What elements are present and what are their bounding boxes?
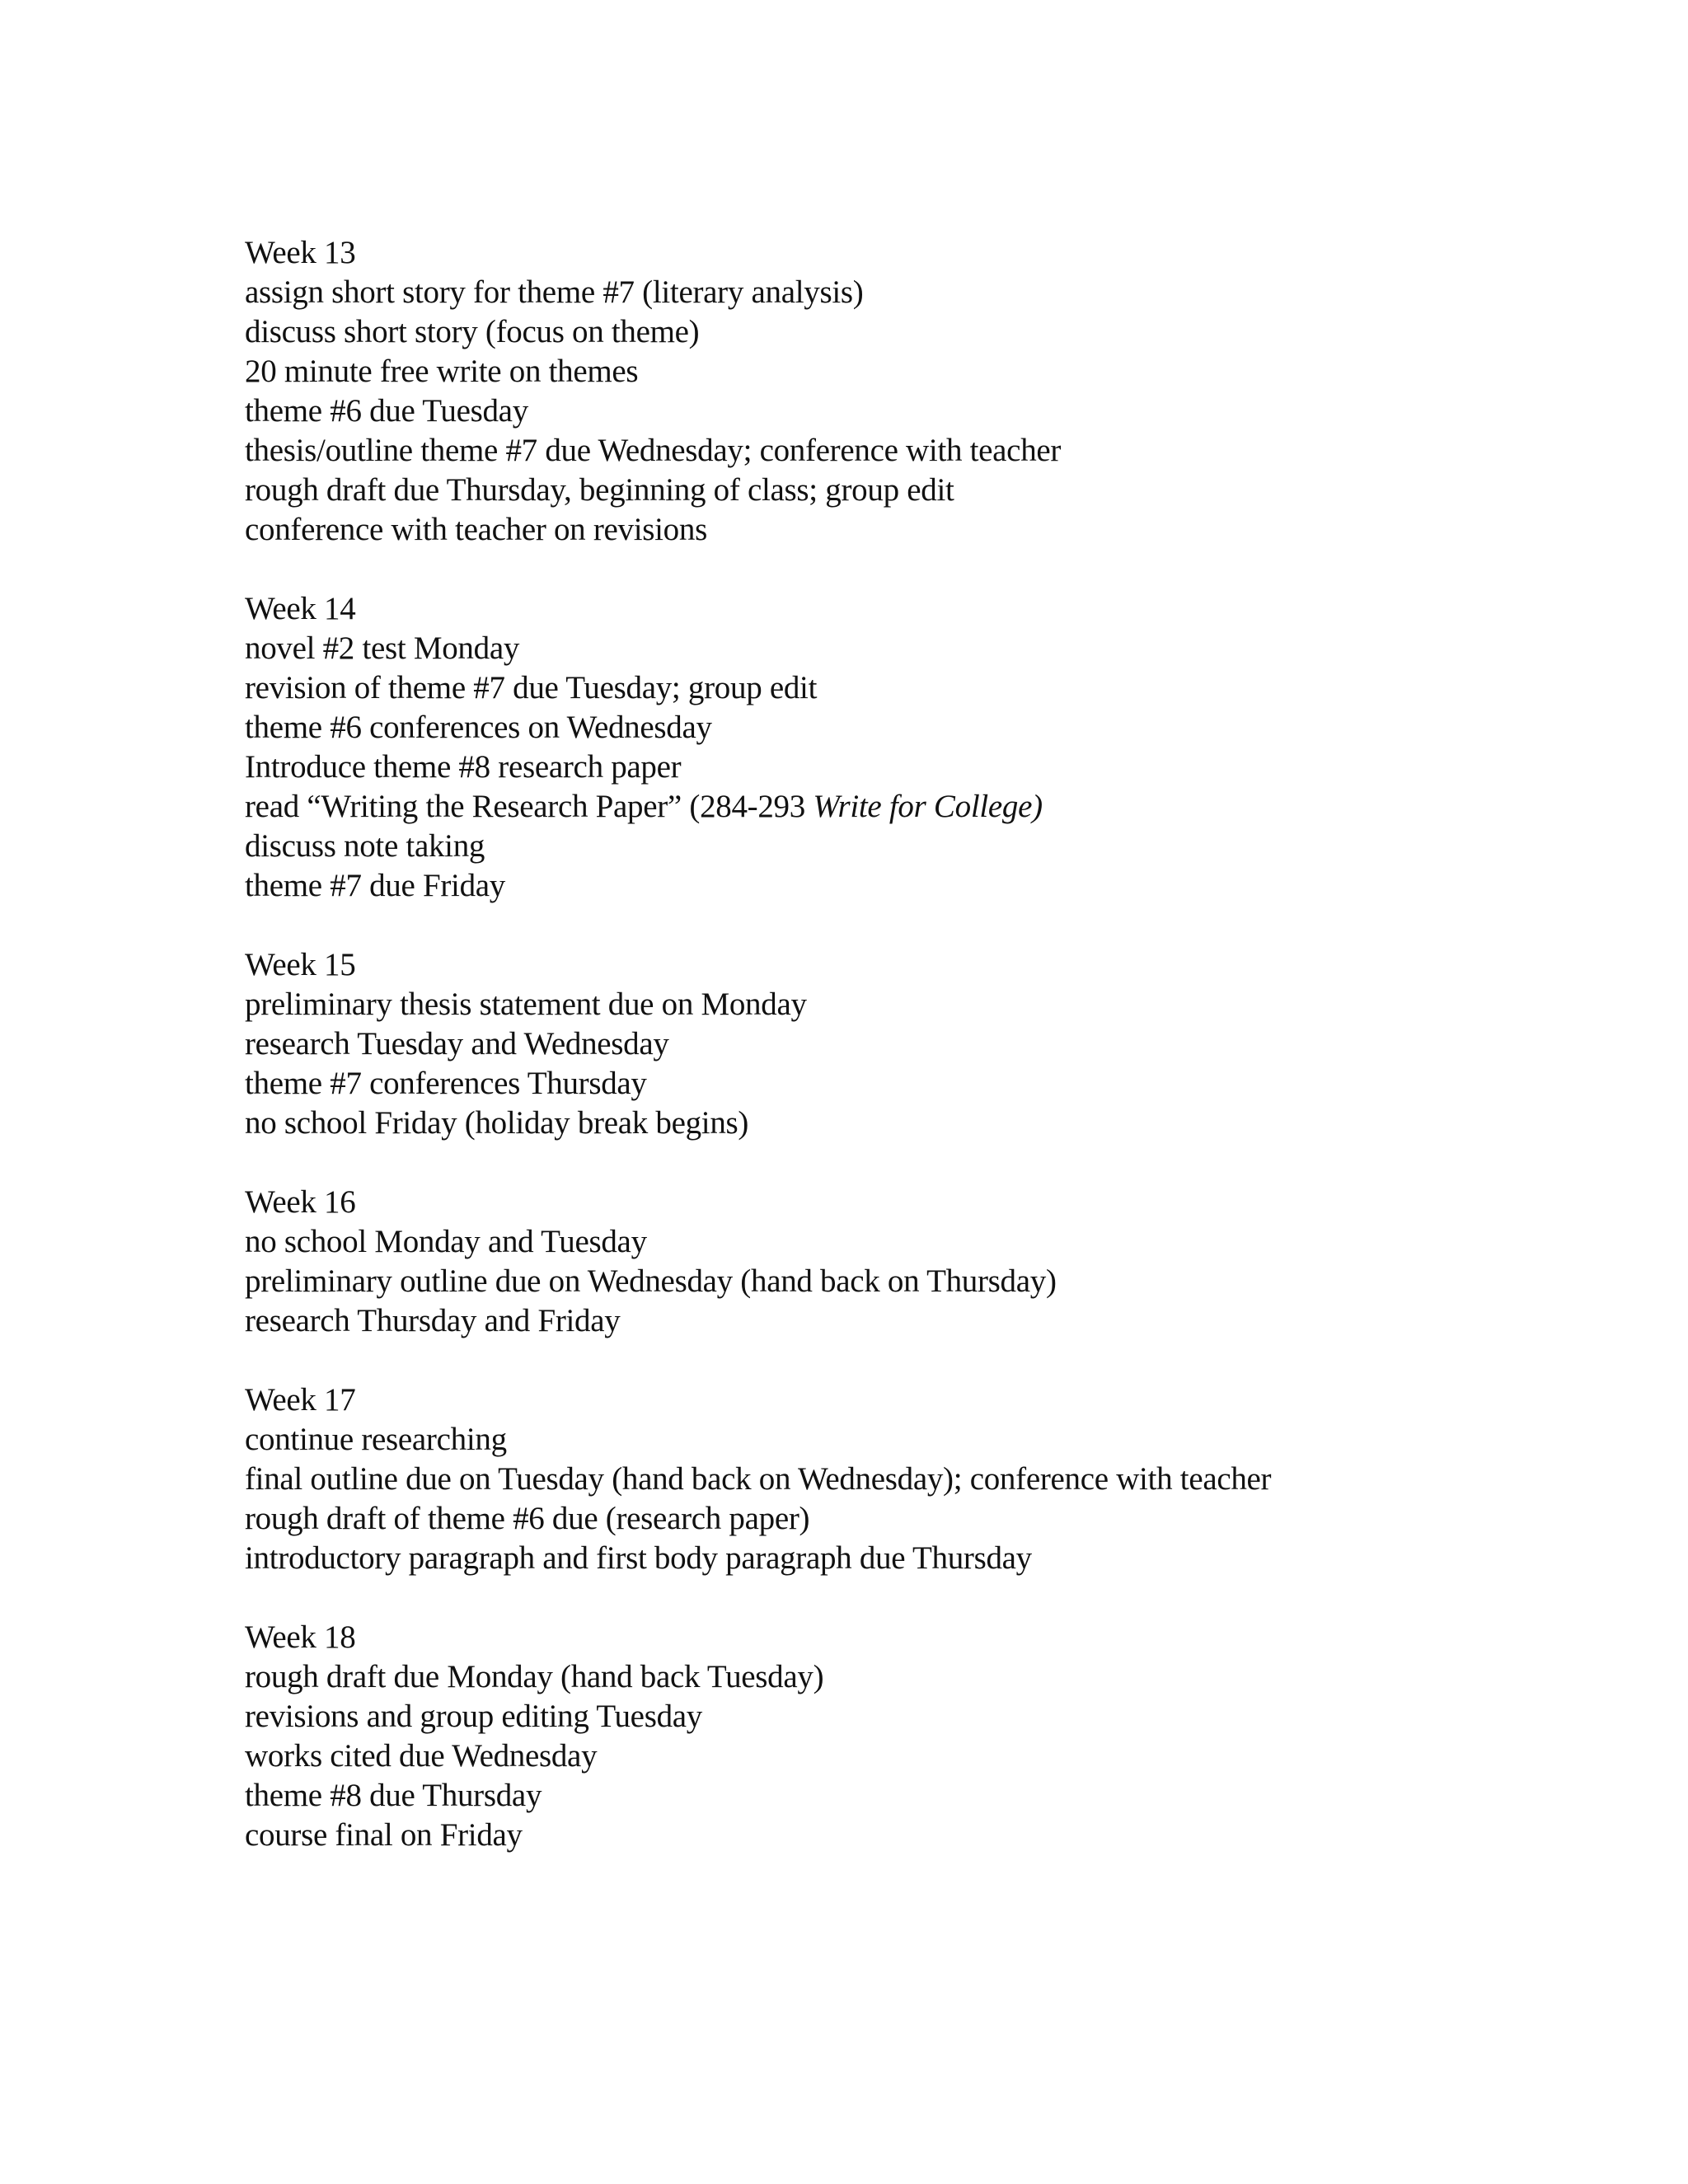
schedule-item: course final on Friday <box>245 1817 523 1853</box>
schedule-item-reading <box>245 787 1646 827</box>
schedule-item: theme #7 conferences Thursday <box>245 1066 647 1101</box>
week-heading: Week 16 <box>245 1184 356 1220</box>
schedule-item: revision of theme #7 due Tuesday; group edit <box>245 670 818 705</box>
schedule-item: novel #2 test Monday <box>245 630 520 666</box>
schedule-item: research Tuesday and Wednesday <box>245 1026 669 1062</box>
week-17-block <box>245 1380 1646 1578</box>
schedule-item: 20 minute free write on themes <box>245 354 639 389</box>
schedule-item: final outline due on Tuesday (hand back on Wednesday); conference with teacher <box>245 1461 1272 1497</box>
schedule-item: theme #8 due Thursday <box>245 1778 542 1813</box>
week-18-block <box>245 1618 1646 1855</box>
schedule-content <box>245 233 1646 1895</box>
week-heading: Week 18 <box>245 1619 356 1655</box>
schedule-item: works cited due Wednesday <box>245 1738 598 1774</box>
schedule-item: no school Friday (holiday break begins) <box>245 1105 749 1141</box>
reading-text: read “Writing the Research Paper” (284-293 <box>245 789 814 824</box>
schedule-item: preliminary outline due on Wednesday (hand back on Thursday) <box>245 1263 1057 1299</box>
week-heading: Week 17 <box>245 1382 356 1418</box>
week-15-block <box>245 945 1646 1143</box>
schedule-item: preliminary thesis statement due on Monday <box>245 987 807 1022</box>
schedule-item: theme #6 conferences on Wednesday <box>245 710 712 745</box>
schedule-item: thesis/outline theme #7 due Wednesday; conference with teacher <box>245 433 1062 468</box>
schedule-item: theme #7 due Friday <box>245 868 505 903</box>
schedule-item: introductory paragraph and first body paragraph due Thursday <box>245 1540 1032 1576</box>
schedule-item: rough draft of theme #6 due (research paper) <box>245 1501 810 1536</box>
week-14-block <box>245 589 1646 906</box>
week-heading: Week 15 <box>245 947 356 982</box>
schedule-item: conference with teacher on revisions <box>245 512 707 547</box>
schedule-item: discuss short story (focus on theme) <box>245 314 700 349</box>
week-13-block <box>245 233 1646 550</box>
schedule-item: continue researching <box>245 1422 507 1457</box>
schedule-item: no school Monday and Tuesday <box>245 1224 647 1259</box>
schedule-item: research Thursday and Friday <box>245 1303 621 1338</box>
schedule-item: discuss note taking <box>245 828 485 864</box>
week-heading: Week 13 <box>245 235 356 270</box>
week-16-block <box>245 1183 1646 1341</box>
schedule-item: rough draft due Monday (hand back Tuesday) <box>245 1659 824 1694</box>
schedule-item: assign short story for theme #7 (literary analysis) <box>245 274 864 310</box>
schedule-item: theme #6 due Tuesday <box>245 393 528 429</box>
schedule-item: Introduce theme #8 research paper <box>245 749 682 785</box>
schedule-item: revisions and group editing Tuesday <box>245 1699 702 1734</box>
week-heading: Week 14 <box>245 591 356 626</box>
book-title: Write for College) <box>813 789 1043 824</box>
schedule-item: rough draft due Thursday, beginning of class; group edit <box>245 472 954 508</box>
